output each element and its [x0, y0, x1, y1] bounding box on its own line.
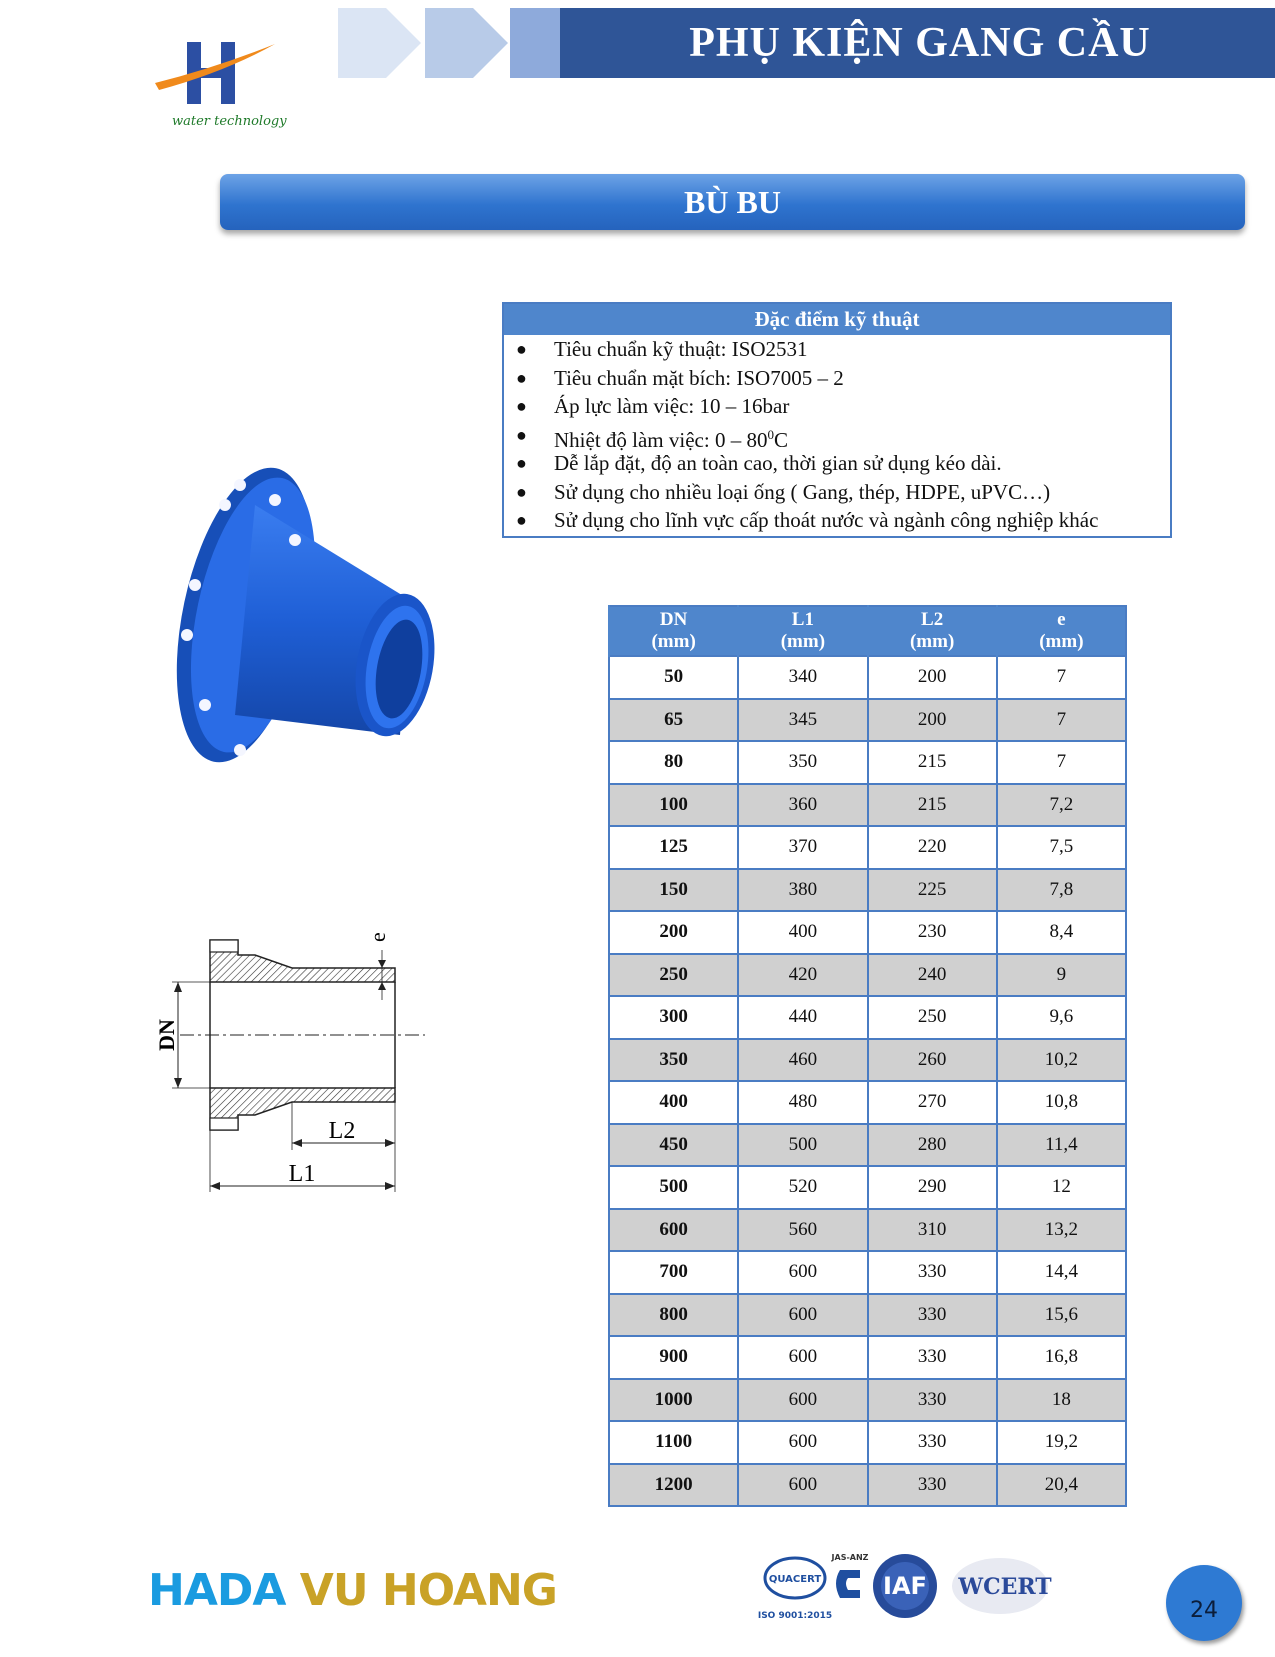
- col-header-e: e (mm): [997, 606, 1126, 656]
- spec-heading: Đặc điểm kỹ thuật: [504, 304, 1170, 335]
- cell-e: 12: [997, 1166, 1126, 1209]
- cell-l1: 600: [738, 1379, 867, 1422]
- dim-label-e: e: [365, 932, 390, 942]
- spec-item-temperature: ● Nhiệt độ làm việc: $0 - 80^0C$: [504, 421, 1170, 450]
- table-row: [609, 1464, 1126, 1507]
- header-chevron-2: [425, 8, 473, 78]
- cell-dn: 200: [609, 911, 738, 954]
- product-title-bar: BÙ BU: [220, 174, 1245, 230]
- quacert-label: QUACERT: [768, 1574, 822, 1585]
- page-number-badge: 24: [1166, 1565, 1242, 1641]
- cell-l2: 290: [868, 1166, 997, 1209]
- cell-dn: 80: [609, 741, 738, 784]
- spec-item: ● Áp lực làm việc: 10 – 16bar: [504, 392, 1170, 421]
- cell-e: 9,6: [997, 996, 1126, 1039]
- spec-list: [504, 335, 1170, 535]
- table-row: [609, 1379, 1126, 1422]
- cell-l1: 480: [738, 1081, 867, 1124]
- cell-l1: 600: [738, 1336, 867, 1379]
- table-row: [609, 784, 1126, 827]
- cell-l2: 220: [868, 826, 997, 869]
- cell-dn: 600: [609, 1209, 738, 1252]
- spec-box: [502, 302, 1172, 538]
- technical-drawing: [154, 910, 460, 1210]
- cell-dn: 125: [609, 826, 738, 869]
- bullet-icon: ●: [516, 339, 527, 359]
- table-row: [609, 1209, 1126, 1252]
- iaf-label: IAF: [883, 1572, 927, 1600]
- cell-e: 13,2: [997, 1209, 1126, 1252]
- cell-e: 20,4: [997, 1464, 1126, 1507]
- cell-e: 15,6: [997, 1294, 1126, 1337]
- cell-l1: 340: [738, 656, 867, 699]
- table-header-row: [609, 606, 1126, 656]
- bullet-icon: ●: [516, 424, 527, 445]
- table-row: [609, 656, 1126, 699]
- cell-dn: 1200: [609, 1464, 738, 1507]
- cell-l1: 600: [738, 1464, 867, 1507]
- header-chevron-2-tip: [473, 8, 508, 78]
- table-row: [609, 826, 1126, 869]
- header-chevron-3: [510, 8, 560, 78]
- dim-label-l1: L1: [288, 1161, 316, 1187]
- dim-label-dn: DN: [154, 1019, 179, 1051]
- cell-l1: 360: [738, 784, 867, 827]
- table-row: [609, 1124, 1126, 1167]
- cell-l1: 370: [738, 826, 867, 869]
- certification-logos: [757, 1548, 1105, 1623]
- cell-e: 7: [997, 699, 1126, 742]
- cell-dn: 250: [609, 954, 738, 997]
- cell-l2: 240: [868, 954, 997, 997]
- cell-e: 11,4: [997, 1124, 1126, 1167]
- bullet-icon: ●: [516, 396, 527, 416]
- logo-tagline: water technology: [172, 114, 287, 129]
- spec-item: ● Sử dụng cho nhiều loại ống ( Gang, thép, HDPE, uPVC…): [504, 478, 1170, 507]
- bullet-icon: ●: [516, 510, 527, 530]
- cell-dn: 100: [609, 784, 738, 827]
- cell-l2: 215: [868, 784, 997, 827]
- cell-dn: 1100: [609, 1421, 738, 1464]
- cell-l2: 225: [868, 869, 997, 912]
- cell-e: 7: [997, 741, 1126, 784]
- cell-e: 18: [997, 1379, 1126, 1422]
- cell-e: 14,4: [997, 1251, 1126, 1294]
- cell-e: 16,8: [997, 1336, 1126, 1379]
- table-row: [609, 1166, 1126, 1209]
- cell-l2: 230: [868, 911, 997, 954]
- table-row: [609, 1421, 1126, 1464]
- cell-dn: 50: [609, 656, 738, 699]
- spec-item: ● Sử dụng cho lĩnh vực cấp thoát nước và ngành công nghiệp khác: [504, 506, 1170, 535]
- cell-l2: 330: [868, 1379, 997, 1422]
- cell-e: 7,8: [997, 869, 1126, 912]
- table-row: [609, 911, 1126, 954]
- cell-l1: 350: [738, 741, 867, 784]
- table-body: [609, 656, 1126, 1506]
- cell-l2: 270: [868, 1081, 997, 1124]
- cell-l1: 600: [738, 1421, 867, 1464]
- table-row: [609, 954, 1126, 997]
- cell-l1: 400: [738, 911, 867, 954]
- jasanz-label: JAS-ANZ: [831, 1553, 869, 1562]
- table-row: [609, 1039, 1126, 1082]
- cell-l1: 345: [738, 699, 867, 742]
- spec-item: ● Tiêu chuẩn kỹ thuật: ISO2531: [504, 335, 1170, 364]
- cell-l1: 460: [738, 1039, 867, 1082]
- table-row: [609, 1294, 1126, 1337]
- header-chevron-1: [338, 8, 386, 78]
- cell-dn: 450: [609, 1124, 738, 1167]
- brand-wordmark: HADA VU HOANG: [148, 1565, 557, 1616]
- table-row: [609, 1336, 1126, 1379]
- table-row: [609, 869, 1126, 912]
- cell-l1: 600: [738, 1294, 867, 1337]
- table-row: [609, 1251, 1126, 1294]
- page-title: PHỤ KIỆN GANG CẦU: [689, 20, 1151, 66]
- cell-l2: 200: [868, 656, 997, 699]
- cell-l1: 560: [738, 1209, 867, 1252]
- header-chevron-1-tip: [386, 8, 421, 78]
- cell-l2: 330: [868, 1464, 997, 1507]
- cell-l1: 440: [738, 996, 867, 1039]
- cell-l2: 280: [868, 1124, 997, 1167]
- bullet-icon: ●: [516, 481, 527, 502]
- table-row: [609, 741, 1126, 784]
- cell-l2: 330: [868, 1294, 997, 1337]
- col-header-l2: L2 (mm): [868, 606, 997, 656]
- cell-e: 7,2: [997, 784, 1126, 827]
- cell-l2: 250: [868, 996, 997, 1039]
- cell-l1: 520: [738, 1166, 867, 1209]
- cell-l1: 600: [738, 1251, 867, 1294]
- cell-dn: 900: [609, 1336, 738, 1379]
- cell-dn: 350: [609, 1039, 738, 1082]
- table-row: [609, 996, 1126, 1039]
- cell-l2: 215: [868, 741, 997, 784]
- iso-label: ISO 9001:2015: [757, 1611, 833, 1621]
- cell-dn: 400: [609, 1081, 738, 1124]
- cell-dn: 300: [609, 996, 738, 1039]
- cell-dn: 500: [609, 1166, 738, 1209]
- cell-l1: 500: [738, 1124, 867, 1167]
- col-header-l1: L1 (mm): [738, 606, 867, 656]
- cell-l2: 200: [868, 699, 997, 742]
- spec-item: ● Tiêu chuẩn mặt bích: ISO7005 – 2: [504, 364, 1170, 393]
- cell-l1: 380: [738, 869, 867, 912]
- table-row: [609, 699, 1126, 742]
- cell-dn: 800: [609, 1294, 738, 1337]
- spec-item: ● Dễ lắp đặt, độ an toàn cao, thời gian sử dụng kéo dài.: [504, 449, 1170, 478]
- cell-dn: 65: [609, 699, 738, 742]
- cell-l2: 330: [868, 1421, 997, 1464]
- cell-e: 7,5: [997, 826, 1126, 869]
- cell-e: 10,2: [997, 1039, 1126, 1082]
- wcert-label: WCERT: [958, 1574, 1052, 1600]
- cell-e: 9: [997, 954, 1126, 997]
- cell-l2: 330: [868, 1251, 997, 1294]
- table-row: [609, 1081, 1126, 1124]
- cell-e: 19,2: [997, 1421, 1126, 1464]
- cell-e: 8,4: [997, 911, 1126, 954]
- bullet-icon: ●: [516, 453, 527, 473]
- cell-e: 7: [997, 656, 1126, 699]
- product-image-flanged-spigot: [165, 465, 475, 775]
- cell-dn: 150: [609, 869, 738, 912]
- cell-dn: 1000: [609, 1379, 738, 1422]
- bullet-icon: ●: [516, 367, 527, 388]
- cell-l2: 310: [868, 1209, 997, 1252]
- dim-label-l2: L2: [328, 1118, 356, 1144]
- cell-l1: 420: [738, 954, 867, 997]
- dimension-table: [608, 605, 1127, 1507]
- cell-l2: 330: [868, 1336, 997, 1379]
- cell-dn: 700: [609, 1251, 738, 1294]
- cell-l2: 260: [868, 1039, 997, 1082]
- col-header-dn: DN (mm): [609, 606, 738, 656]
- cell-e: 10,8: [997, 1081, 1126, 1124]
